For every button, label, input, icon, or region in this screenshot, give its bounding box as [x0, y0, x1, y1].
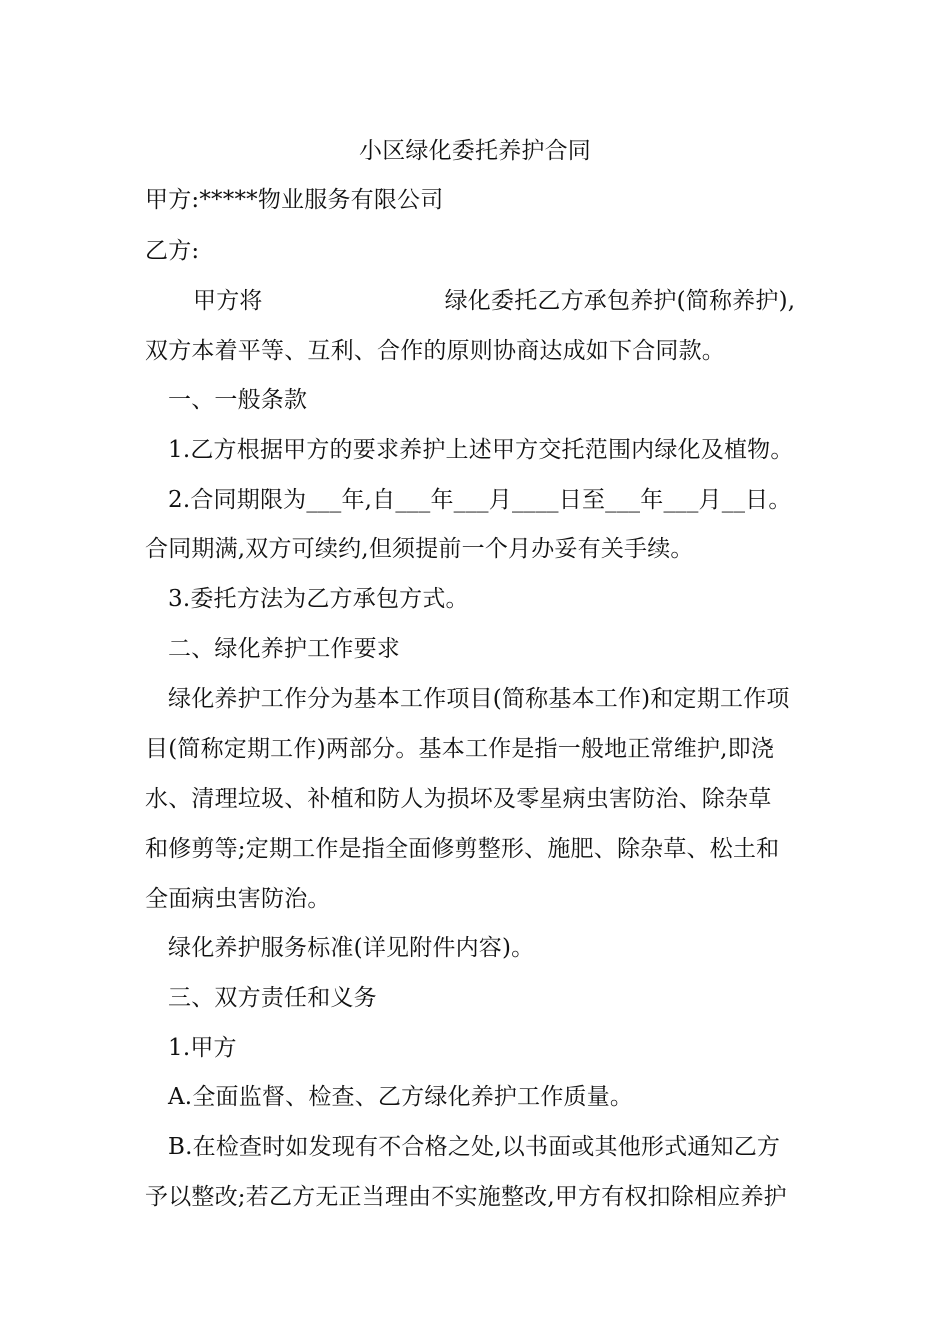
section-2-paragraph-1-line-1: 绿化养护工作分为基本工作项目(简称基本工作)和定期工作项: [168, 686, 790, 712]
section-1-heading: 一、一般条款: [168, 387, 308, 413]
intro-line-1: [193, 286, 795, 316]
section-3-subheading-party-a: 1.甲方: [168, 1035, 237, 1061]
clause-2-line-1: 2.合同期限为___年,自___年___月____日至___年___月__日。: [168, 487, 792, 513]
clause-1: 1.乙方根据甲方的要求养护上述甲方交托范围内绿化及植物。: [168, 437, 794, 463]
section-2-heading: 二、绿化养护工作要求: [168, 636, 400, 662]
section-2-paragraph-1-line-2: 目(简称定期工作)两部分。基本工作是指一般地正常维护,即浇: [145, 736, 775, 762]
intro-line-2: 双方本着平等、互利、合作的原则协商达成如下合同款。: [145, 338, 725, 364]
item-b-line-1: B.在检查时如发现有不合格之处,以书面或其他形式通知乙方: [168, 1134, 781, 1160]
clause-2-line-2: 合同期满,双方可续约,但须提前一个月办妥有关手续。: [145, 536, 694, 562]
party-a-line: 甲方:*****物业服务有限公司: [145, 187, 444, 213]
section-2-paragraph-1-line-4: 和修剪等;定期工作是指全面修剪整形、施肥、除杂草、松土和: [145, 836, 780, 862]
section-3-heading: 三、双方责任和义务: [168, 985, 377, 1011]
item-a: A.全面监督、检查、乙方绿化养护工作质量。: [168, 1084, 634, 1110]
section-2-paragraph-2: 绿化养护服务标准(详见附件内容)。: [168, 935, 535, 961]
section-2-paragraph-1-line-3: 水、清理垃圾、补植和防人为损坏及零星病虫害防治、除杂草: [145, 786, 772, 812]
intro-start-text: 甲方将: [193, 288, 263, 314]
clause-3: 3.委托方法为乙方承包方式。: [168, 586, 469, 612]
section-2-paragraph-1-line-5: 全面病虫害防治。: [145, 886, 331, 912]
page-title: 小区绿化委托养护合同: [359, 138, 591, 164]
party-b-line: 乙方:: [145, 238, 200, 264]
item-b-line-2: 予以整改;若乙方无正当理由不实施整改,甲方有权扣除相应养护: [145, 1184, 787, 1210]
intro-end-text: 绿化委托乙方承包养护(简称养护),: [444, 288, 796, 314]
